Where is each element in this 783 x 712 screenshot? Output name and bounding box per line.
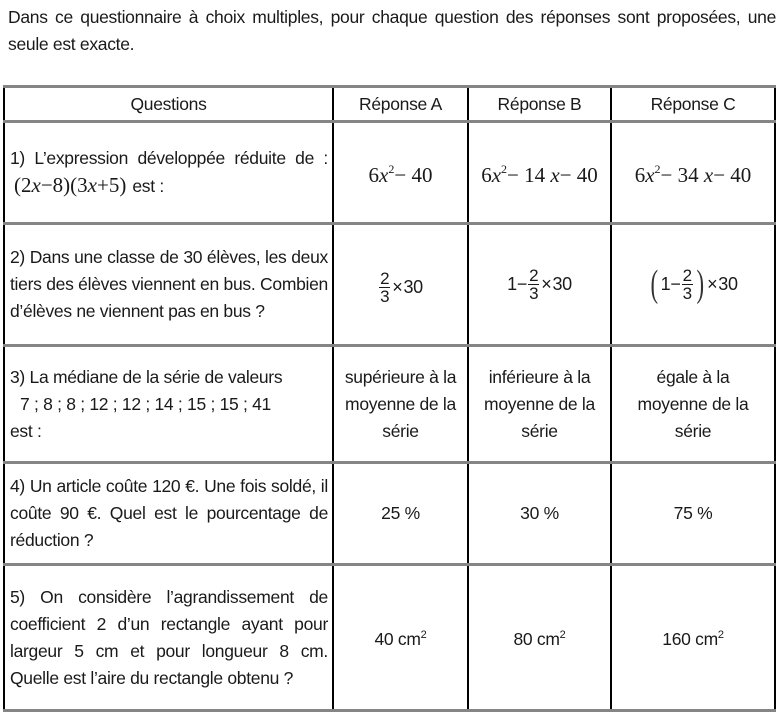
question-3-series: 7 ; 8 ; 8 ; 12 ; 12 ; 14 ; 15 ; 15 ; 41 [20, 393, 271, 414]
question-5: 5) On considère l’agrandissement de coefficient 2 d’un rectangle ayant pour largeur 5 cm et pour longueur 8 cm. Quelle est l’aire du rectangle obtenu ? [4, 565, 333, 711]
question-row-2 [4, 224, 775, 346]
answer-5c[interactable]: 160 $cm^2$ [611, 565, 775, 711]
question-3-text: 3) La médiane de la série de valeurs [10, 366, 283, 387]
answer-3a[interactable]: supérieure à la moyenne de la série [333, 346, 468, 463]
question-row-5 [4, 565, 775, 711]
header-reponse-a: Réponse A [333, 87, 468, 122]
answer-3c[interactable]: égale à la moyenne de la série [611, 346, 775, 463]
answer-5a[interactable]: 40 $cm^2$ [333, 565, 468, 711]
answer-5b[interactable]: 80 $cm^2$ [468, 565, 611, 711]
fraction: $\frac{2}{3}$ [380, 268, 390, 306]
header-row [4, 87, 775, 122]
question-1-text-after: est : [132, 176, 164, 196]
answer-2a[interactable]: $\frac{2}{3}$ × 30 [333, 224, 468, 346]
answer-2c[interactable]: ( 1 − $\frac{2}{3}$ ) × 30 [611, 224, 775, 346]
question-3-text-after: est : [10, 420, 42, 441]
question-2: 2) Dans une classe de 30 élèves, les deux tiers des élèves viennent en bus. Combien d’élèves ne viennent pas en bus ? [4, 224, 333, 346]
qcm-table [3, 85, 776, 712]
answer-4b[interactable]: 30 % [468, 463, 611, 565]
answer-4c[interactable]: 75 % [611, 463, 775, 565]
answer-1c[interactable]: $6x^2- 34$ x− 40 [611, 122, 775, 224]
question-row-4 [4, 463, 775, 565]
header-questions: Questions [4, 87, 333, 122]
answer-4a[interactable]: 25 % [333, 463, 468, 565]
fraction: $\frac{2}{3}$ [682, 265, 692, 303]
answer-1a[interactable]: $6x^2- 40$ [333, 122, 468, 224]
question-1-expression: (2x−8)(3x+5) [14, 173, 127, 197]
question-1 [4, 122, 333, 224]
question-4: 4) Un article coûte 120 €. Une fois soldé, il coûte 90 €. Quel est le pourcentage de réduction ? [4, 463, 333, 565]
fraction: $\frac{2}{3}$ [529, 266, 539, 303]
intro-text: Dans ce questionnaire à choix multiples, pour chaque question des réponses sont proposées, une seule est exacte. [8, 7, 776, 54]
header-reponse-c: Réponse C [611, 87, 775, 122]
question-3 [4, 346, 333, 463]
header-reponse-b: Réponse B [468, 87, 611, 122]
answer-3b[interactable]: inférieure à la moyenne de la série [468, 346, 611, 463]
answer-1b[interactable]: $6x^2- 14$ x− 40 [468, 122, 611, 224]
question-row-1 [4, 122, 775, 224]
question-1-text: 1) L’expression développée réduite de : [10, 148, 328, 168]
answer-2b[interactable]: 1 − $\frac{2}{3}$ × 30 [468, 224, 611, 346]
question-row-3 [4, 346, 775, 463]
